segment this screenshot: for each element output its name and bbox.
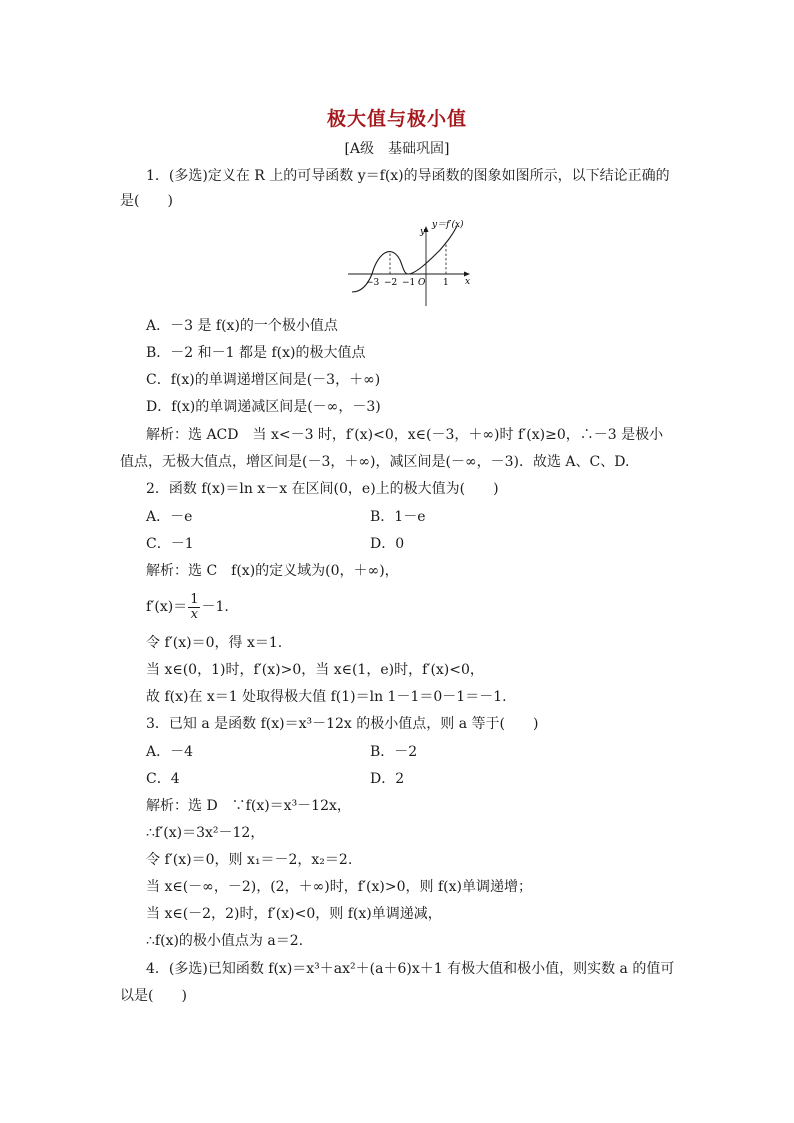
graph-tick-minus2: −2 <box>384 278 398 288</box>
q1-derivative-graph <box>340 212 480 310</box>
q2-solution-line5: 故 f(x)在 x＝1 处取得极大值 f(1)＝ln 1－1＝0－1＝－1. <box>146 689 507 705</box>
fraction-numerator: 1 <box>190 591 199 607</box>
q3-option-a: A．－4 <box>146 744 194 760</box>
q2-solution-line2 <box>146 592 229 622</box>
q2-option-b: B．1－e <box>370 509 426 525</box>
q2-option-a: A．－e <box>146 509 193 525</box>
graph-x-arrow <box>464 272 470 277</box>
q2-solution-line1: 解析：选 C f(x)的定义域为(0，＋∞)， <box>146 563 399 579</box>
q3-solution-line5: 当 x∈(－2，2)时，f′(x)<0，则 f(x)单调递减， <box>146 906 442 922</box>
q3-solution-line1: 解析：选 D ∵f(x)＝x³－12x， <box>146 798 351 814</box>
fraction-1-over-x <box>188 593 200 622</box>
q1-option-d: D．f(x)的单调递减区间是(－∞，－3) <box>146 399 381 415</box>
q2-stem: 2．函数 f(x)＝ln x－x 在区间(0，e)上的极大值为( ) <box>146 481 499 497</box>
q1-option-a: A．－3 是 f(x)的一个极小值点 <box>146 318 338 334</box>
q3-solution-line4: 当 x∈(－∞，－2)，(2，＋∞)时，f′(x)>0，则 f(x)单调递增； <box>146 879 532 895</box>
section-subtitle: [A级 基础巩固] <box>344 141 450 157</box>
q2-solution-line3: 令 f′(x)＝0，得 x＝1. <box>146 635 283 651</box>
q3-solution-line2: ∴f′(x)＝3x²－12， <box>146 825 265 841</box>
graph-y-label: y <box>420 227 426 237</box>
q2-solution-line4: 当 x∈(0，1)时，f′(x)>0，当 x∈(1，e)时，f′(x)<0， <box>146 662 484 678</box>
q1-stem-line2: 是( ) <box>120 193 173 209</box>
fraction-denominator: x <box>190 606 198 622</box>
q1-solution-line1: 解析：选 ACD 当 x<－3 时，f′(x)<0，x∈(－3，＋∞)时 f′(x)≥0，∴－3 是极小 <box>146 427 664 443</box>
q2-option-d: D．0 <box>370 536 405 552</box>
graph-curve-label: y＝f′(x) <box>432 220 464 230</box>
graph-x-label: x <box>465 277 471 287</box>
graph-origin-label: O <box>418 278 426 288</box>
q3-option-c: C．4 <box>146 771 180 787</box>
q1-option-c: C．f(x)的单调递增区间是(－3，＋∞) <box>146 372 381 388</box>
q3-option-b: B．－2 <box>370 744 418 760</box>
q3-stem: 3．已知 a 是函数 f(x)＝x³－12x 的极小值点，则 a 等于( ) <box>146 716 539 732</box>
graph-tick-minus3: −3 <box>366 278 380 288</box>
q1-option-b: B．－2 和－1 都是 f(x)的极大值点 <box>146 345 366 361</box>
q3-solution-line3: 令 f′(x)＝0，则 x₁＝－2，x₂＝2. <box>146 852 353 868</box>
q3-solution-line6: ∴f(x)的极小值点为 a＝2. <box>146 933 304 949</box>
q1-solution-line2: 值点，无极大值点，增区间是(－3，＋∞)，减区间是(－∞，－3)．故选 A、C、D. <box>120 454 630 470</box>
q4-stem-line2: 以是( ) <box>120 988 187 1004</box>
q2-sol2-prefix: f′(x)＝ <box>146 599 188 615</box>
q2-sol2-suffix: －1. <box>201 599 229 615</box>
q4-stem-line1: 4．(多选)已知函数 f(x)＝x³＋ax²＋(a＋6)x＋1 有极大值和极小值，则实数 a 的值可 <box>146 961 675 977</box>
graph-tick-minus1: −1 <box>402 278 416 288</box>
q3-option-d: D．2 <box>370 771 405 787</box>
q2-option-c: C．－1 <box>146 536 194 552</box>
q1-stem-line1: 1．(多选)定义在 R 上的可导函数 y＝f(x)的导函数的图象如图所示，以下结论正确的 <box>146 168 670 184</box>
page-title: 极大值与极小值 <box>326 108 467 130</box>
graph-tick-1: 1 <box>443 278 449 288</box>
